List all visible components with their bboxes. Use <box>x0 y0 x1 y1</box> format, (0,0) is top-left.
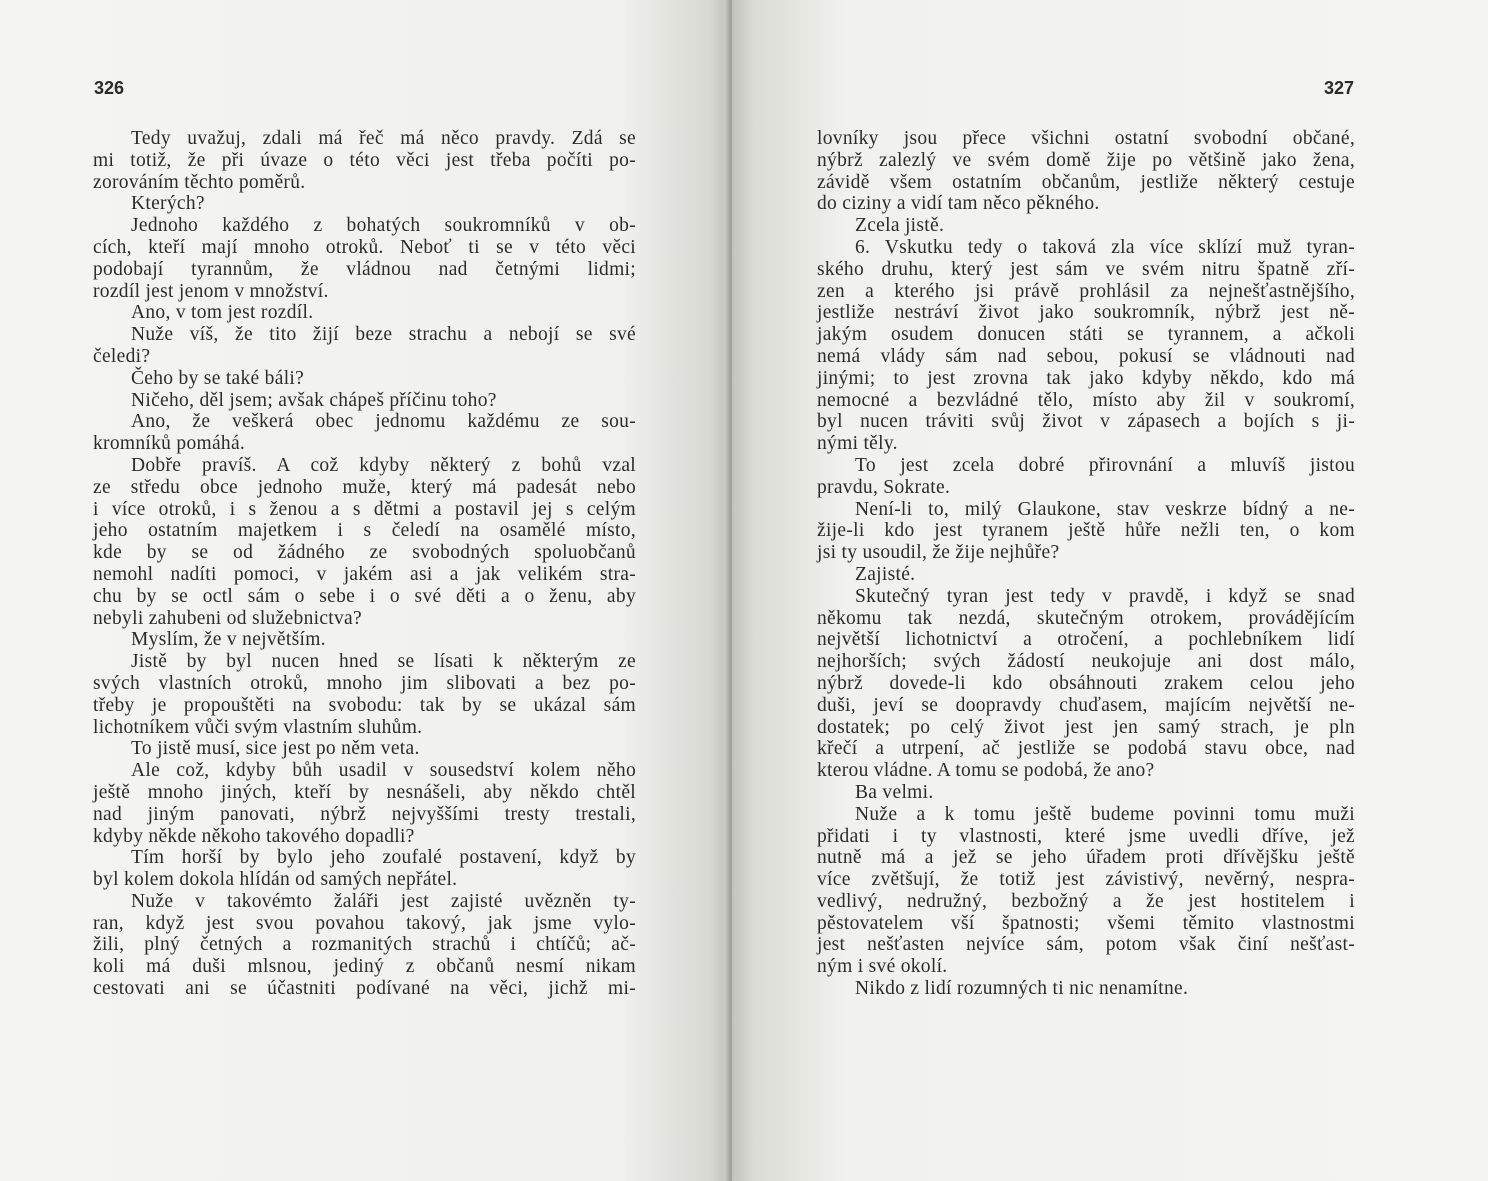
text-line: ran, když jest svou povahou takový, jak jsme vylo- <box>93 912 636 934</box>
text-line: přidati i ty vlastnosti, které jsme uvedli dříve, jež <box>817 825 1355 847</box>
page-number-left: 326 <box>94 78 125 98</box>
text-line: nýbrž dovede-li kdo obsáhnouti zrakem celou jeho <box>817 672 1355 694</box>
text-line: nejhorších; svých žádostí neukojuje ani dost málo, <box>817 651 1355 673</box>
text-line: Nikdo z lidí rozumných ti nic nenamítne. <box>855 978 1189 1000</box>
text-line: třeby je propouštěti na svobodu: tak by se ukázal sám <box>93 694 636 716</box>
text-line: dostatek; po celý život jest jen samý strach, je pln <box>817 716 1355 738</box>
text-line: ným i své okolí. <box>817 956 948 978</box>
text-line: jeho ostatním majetkem i s čeledí na osamělé místo, <box>93 520 636 542</box>
text-line: nemocné a bezvládné tělo, místo aby žil v soukromí, <box>817 389 1355 411</box>
left-page <box>0 0 732 1181</box>
text-line: pravdu, Sokrate. <box>817 476 951 498</box>
text-line: zorováním těchto poměrů. <box>93 171 306 193</box>
text-line: nebyli zahubeni od služebnictva? <box>93 607 362 629</box>
text-line: kterou vládne. A tomu se podobá, že ano? <box>817 760 1155 782</box>
text-line: lovníky jsou přece všichni ostatní svobodní občané, <box>817 128 1355 149</box>
text-line: Čeho by se také báli? <box>131 367 305 389</box>
text-line: Nuže v takovémto žaláři jest zajisté uvězněn ty- <box>131 890 636 912</box>
text-line: ze středu obce jednoho muže, který má padesát nebo <box>93 476 636 498</box>
text-line: mi totiž, že při úvaze o této věci jest třeba počíti po- <box>93 149 636 171</box>
text-line: závidě všem ostatním občanům, jestliže některý cestuje <box>817 171 1355 193</box>
text-line: cích, kteří mají mnoho otroků. Neboť ti se v této věci <box>93 236 636 258</box>
text-line: ještě mnoho jiných, kteří by nesnášeli, aby někdo chtěl <box>93 781 636 803</box>
text-line: žije-li kdo jest tyranem ještě hůře nežli ten, o kom <box>817 520 1355 542</box>
text-line: To jest zcela dobré přirovnání a mluvíš jistou <box>855 454 1355 476</box>
text-line: křečí a utrpení, ač jestliže se podobá stavu obce, nad <box>817 738 1355 760</box>
text-line: i více otroků, i s ženou a s dětmi a postavil jej s celým <box>93 498 636 520</box>
text-line: jsi ty usoudil, že žije nejhůře? <box>817 542 1060 564</box>
text-line: Ničeho, děl jsem; avšak chápeš příčinu toho? <box>131 389 497 411</box>
text-line: Jistě by byl nucen hned se lísati k některým ze <box>131 651 636 673</box>
text-line: 6. Vskutku tedy o taková zla více sklízí muž tyran- <box>855 236 1355 258</box>
text-line: byl kolem dokola hlídán od samých nepřátel. <box>93 869 458 891</box>
text-line: Ano, v tom jest rozdíl. <box>131 302 314 324</box>
text-line: Dobře pravíš. A což kdyby některý z bohů vzal <box>131 454 636 476</box>
text-line: Zcela jistě. <box>855 215 945 237</box>
text-line: více zvětšují, že totiž jest závistivý, nevěrný, nespra- <box>817 869 1355 891</box>
text-line: Nuže a k tomu ještě budeme povinni tomu muži <box>855 803 1355 825</box>
text-line: jest nešťasten nejvíce sám, potom však činí nešťast- <box>817 934 1355 956</box>
text-line: nad jiným panovati, nýbrž nejvyššími tresty trestali, <box>93 803 636 825</box>
text-line: Zajisté. <box>855 563 916 585</box>
left-page-text <box>93 128 636 1000</box>
text-line: Jednoho každého z bohatých soukromníků v ob- <box>131 215 636 237</box>
right-page <box>732 0 1488 1181</box>
text-line: podobají tyrannům, že vládnou nad četnými lidmi; <box>93 258 636 280</box>
text-line: kromníků pomáhá. <box>93 433 246 455</box>
text-line: největší lichotnictví a otročení, a pochlebníkem lidí <box>817 629 1355 651</box>
text-line: svých vlastních otroků, mnoho jim slibovati a bez po- <box>93 672 636 694</box>
text-line: Kterých? <box>131 193 205 215</box>
text-line: nými těly. <box>817 433 898 455</box>
text-line: jakým osudem donucen státi se tyrannem, a ačkoli <box>817 324 1355 346</box>
text-line: kde by se od žádného ze svobodných spoluobčanů <box>93 542 636 564</box>
text-line: ského druhu, který jest sám ve svém nitru špatně zří- <box>817 258 1355 280</box>
text-line: pěstovatelem vší špatnosti; všemi těmito vlastnostmi <box>817 912 1355 934</box>
text-line: kdyby někde někoho takového dopadli? <box>93 825 415 847</box>
text-line: vedlivý, nedružný, bezbožný a že jest hostitelem i <box>817 890 1355 912</box>
text-line: nemá vlády sám nad sebou, pokusí se vládnouti nad <box>817 345 1355 367</box>
page-number-right: 327 <box>1323 78 1354 98</box>
text-line: nutně má a jež se jeho úřadem proti dřívějšku ještě <box>817 847 1355 869</box>
text-line: duši, jeví se doopravdy chuďasem, majícím největší ne- <box>817 694 1355 716</box>
text-line: čeledi? <box>93 345 151 367</box>
text-line: cestovati ani se účastniti podívané na věci, jichž mi- <box>93 978 636 1000</box>
text-line: někomu tak nezdá, skutečným otrokem, provádějícím <box>817 607 1355 629</box>
text-line: Skutečný tyran jest tedy v pravdě, i když se snad <box>855 585 1355 607</box>
text-line: lichotníkem vůči svým vlastním sluhům. <box>93 716 423 738</box>
text-line: jestliže nestráví život jako soukromník, nýbrž jest ně- <box>817 302 1355 324</box>
text-line: koli má duši mlsnou, jediný z občanů nesmí nikam <box>93 956 636 978</box>
text-line: Tím horší by bylo jeho zoufalé postavení, když by <box>131 847 636 869</box>
text-line: nemohl nadíti pomoci, v jakém asi a jak velikém stra- <box>93 563 636 585</box>
text-line: žili, plný četných a rozmanitých strachů i chtíčů; ač- <box>93 934 636 956</box>
text-line: jinými; to jest zrovna tak jako kdyby někdo, kdo má <box>817 367 1355 389</box>
text-line: Myslím, že v největším. <box>131 629 326 651</box>
text-line: chu by se octl sám o sebe i o své děti a o ženu, aby <box>93 585 636 607</box>
text-line: byl nucen tráviti svůj život v zápasech a bojích s ji- <box>817 411 1355 433</box>
text-line: nýbrž zalezlý ve svém domě žije po většině jako žena, <box>817 149 1355 171</box>
text-line: Ale což, kdyby bůh usadil v sousedství kolem něho <box>131 760 636 782</box>
text-line: Ba velmi. <box>855 781 934 803</box>
text-line: zen a kterého jsi právě prohlásil za nejnešťastnějšího, <box>817 280 1355 302</box>
text-line: Tedy uvažuj, zdali má řeč má něco pravdy. Zdá se <box>131 128 636 149</box>
text-line: To jistě musí, sice jest po něm veta. <box>131 738 420 760</box>
text-line: Ano, že veškerá obec jednomu každému ze sou- <box>131 411 636 433</box>
text-line: do ciziny a vidí tam něco pěkného. <box>817 193 1100 215</box>
text-line: rozdíl jest jenom v množství. <box>93 280 329 302</box>
text-line: Nuže víš, že tito žijí beze strachu a nebojí se své <box>131 324 636 346</box>
text-line: Není-li to, milý Glaukone, stav veskrze bídný a ne- <box>855 498 1355 520</box>
right-page-text <box>817 128 1355 1000</box>
